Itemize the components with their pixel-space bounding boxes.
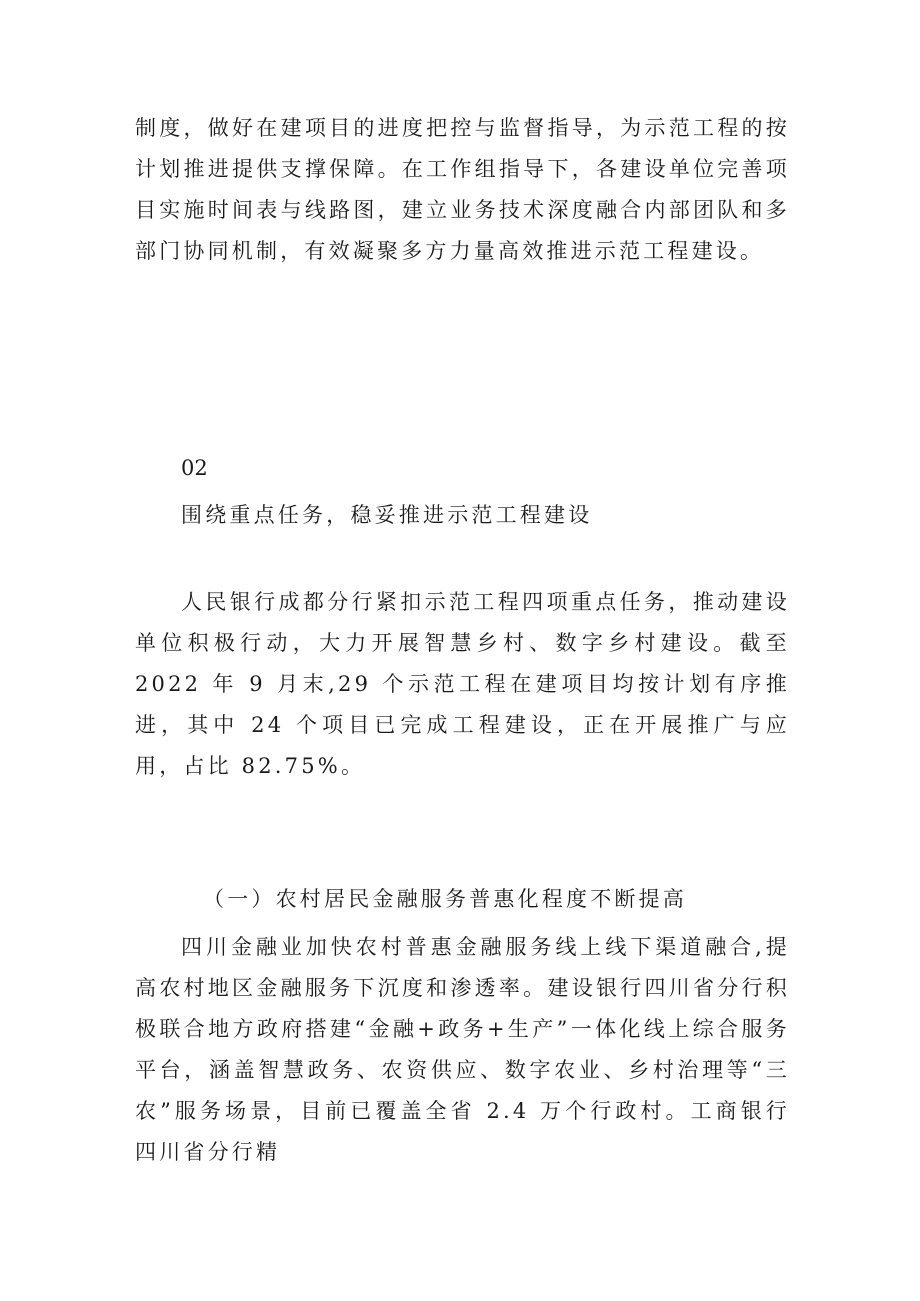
section-number: 02 — [181, 456, 208, 480]
body-paragraph: 制度，做好在建项目的进度把控与监督指导，为示范工程的按计划推进提供支撑保障。在工作组指导下，各建设单位完善项目实施时间表与线路图，建立业务技术深度融合内部团队和多部门协同机制，有效凝聚多方力量高效推进示范工程建设。 — [135, 116, 790, 263]
subsection-title: （一）农村居民金融服务普惠化程度不断提高 — [203, 887, 687, 911]
body-paragraph: 四川金融业加快农村普惠金融服务线上线下渠道融合,提高农村地区金融服务下沉度和渗透率。建设银行四川省分行积极联合地方政府搭建“金融+政务+生产”一体化线上综合服务平台，涵盖智慧政务、农资供应、数字农业、乡村治理等“三农”服务场景，目前已覆盖全省 2.4 万个行政村。工商银行四川省分行精 — [135, 935, 790, 1164]
body-paragraph: 人民银行成都分行紧扣示范工程四项重点任务，推动建设单位积极行动，大力开展智慧乡村、数字乡村建设。截至 2022 年 9 月末,29 个示范工程在建项目均按计划有序推进，其中 24 个项目已完成工程建设，正在开展推广与应用，占比 82.75%。 — [135, 590, 790, 778]
section-title: 围绕重点任务，稳妥推进示范工程建设 — [181, 503, 593, 527]
